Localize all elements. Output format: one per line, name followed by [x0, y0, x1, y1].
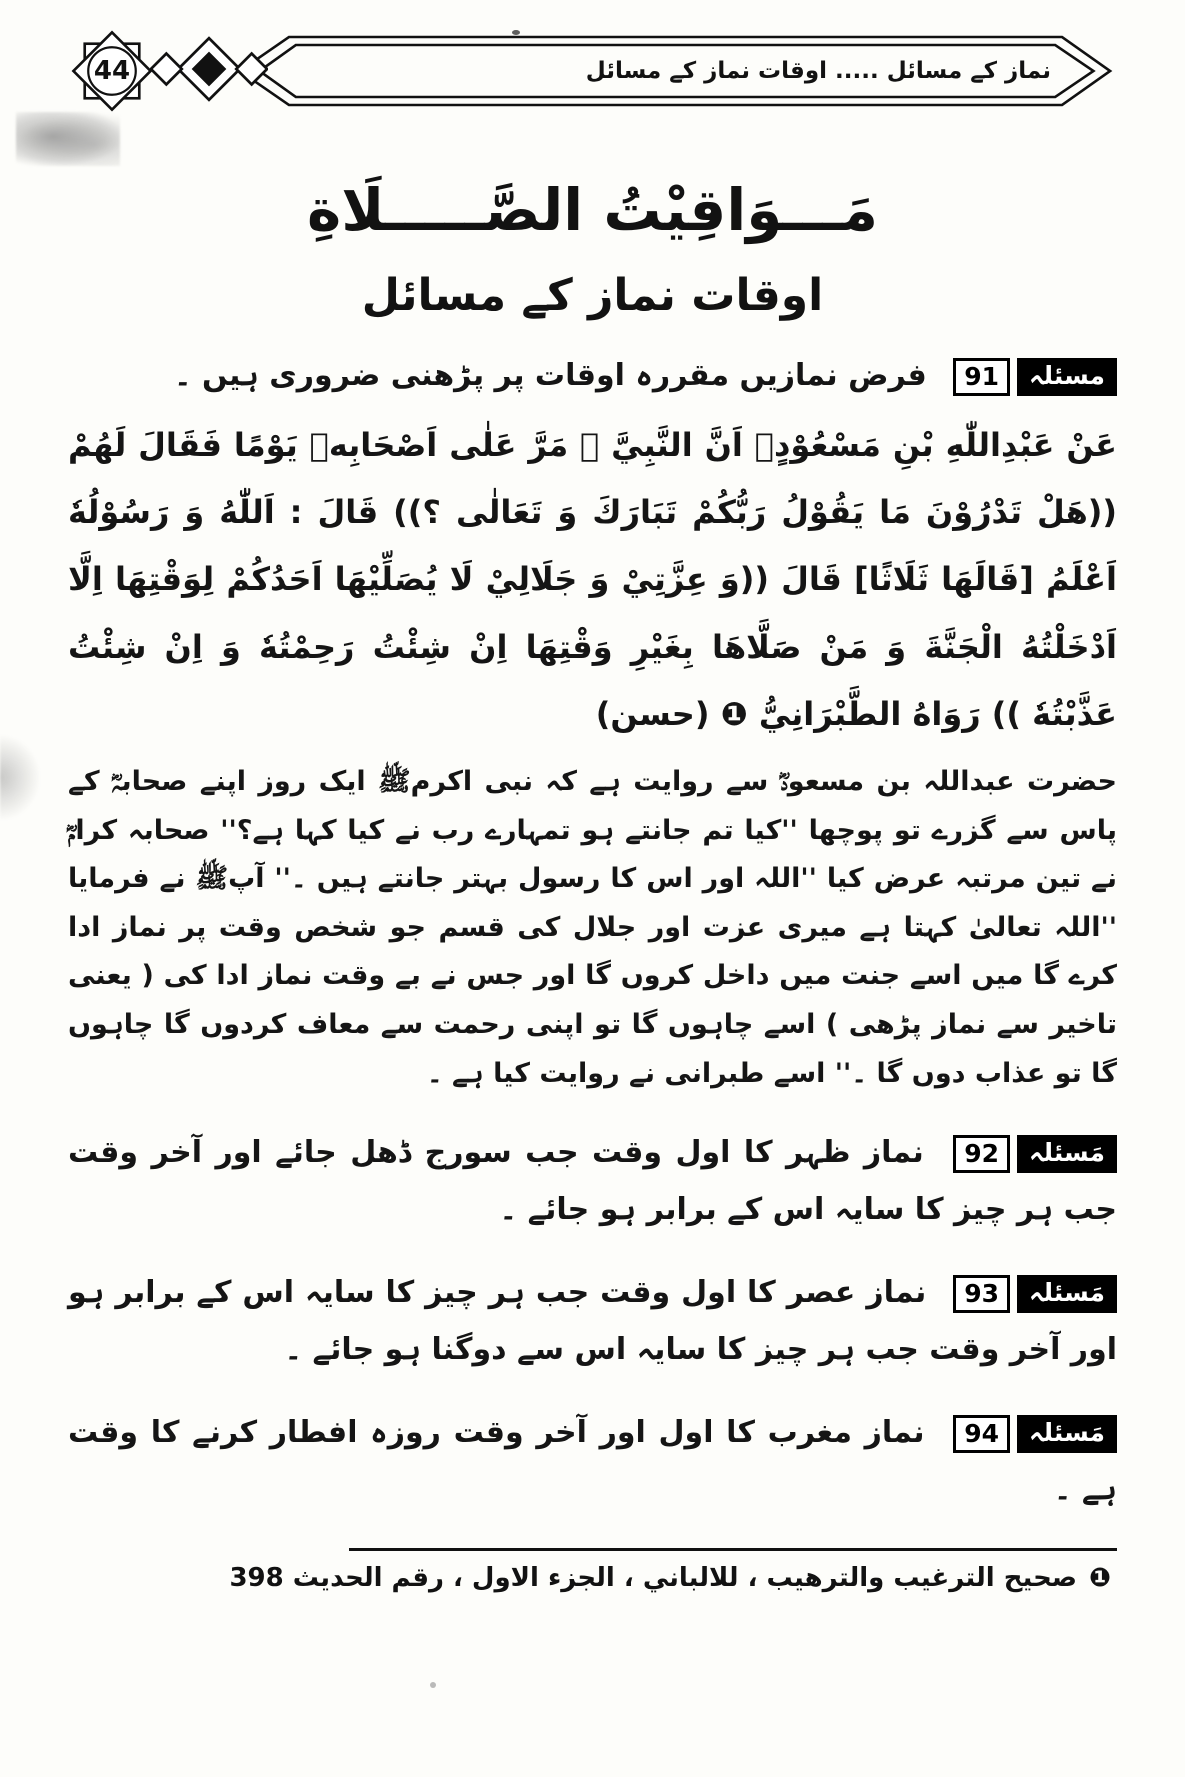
header-ornament-icon: [150, 32, 268, 110]
footnote-marker: ❶: [1088, 1563, 1111, 1594]
masala-91-intro-text: فرض نمازیں مقررہ اوقات پر پڑھنی ضروری ہیں ۔: [173, 358, 927, 393]
masala-92-line: [68, 1124, 1117, 1238]
header-ribbon: [234, 32, 1117, 110]
masala-badge-number: 93: [953, 1275, 1010, 1313]
masala-section-94: [68, 1404, 1117, 1518]
page-number: 44: [93, 56, 131, 86]
masala-badge-label: مَسئلہ: [1017, 1415, 1117, 1453]
masala-badge-label: مَسئلہ: [1017, 1135, 1117, 1173]
masala-92-badge: [953, 1135, 1117, 1173]
masala-section-93: [68, 1264, 1117, 1378]
masala-badge-number: 94: [953, 1415, 1010, 1453]
masala-badge-number: 91: [953, 358, 1010, 396]
masala-91-intro-line: [68, 347, 1117, 404]
masala-badge-label: مَسئلہ: [1017, 1275, 1117, 1313]
footnote-divider: [349, 1548, 1117, 1551]
page-header: [68, 28, 1117, 114]
masala-92-text: نماز ظہر کا اول وقت جب سورج ڈھل جائے اور آخر وقت جب ہر چیز کا سایہ اس کے برابر ہو جائے ۔: [68, 1135, 1117, 1228]
masala-93-text: نماز عصر کا اول وقت جب ہر چیز کا سایہ اس کے برابر ہو اور آخر وقت جب ہر چیز کا سایہ اس سے دوگنا ہو جائے ۔: [68, 1275, 1117, 1368]
masala-badge-label: مسئلہ: [1017, 358, 1117, 396]
masala-section-91: [68, 347, 1117, 1098]
masala-section-92: [68, 1124, 1117, 1238]
page-number-medallion: [68, 27, 156, 115]
masala-91-badge: [953, 358, 1117, 396]
footnote-area: [68, 1548, 1117, 1593]
masala-94-line: [68, 1404, 1117, 1518]
hadith-urdu-translation: حضرت عبداللہ بن مسعودؓ سے روایت ہے کہ نبی اکرمﷺ ایک روز اپنے صحابہؓ کے پاس سے گزرے تو پوچھا ''کیا تم جانتے ہو تمہارے رب نے کیا کہا ہے؟'' صحابہ کرامؓ نے تین مرتبہ عرض کیا ''اللہ اور اس کا رسول بہتر جانتے ہیں ۔'' آپﷺ نے فرمایا ''اللہ تعالیٰ کہتا ہے میری عزت اور جلال کی قسم جو شخص وقت پر نماز ادا کرے گا میں اسے جنت میں داخل کروں گا اور جس نے بے وقت نماز ادا کی ( یعنی تاخیر سے نماز پڑھی ) اسے چاہوں گا تو اپنی رحمت سے معاف کردوں گا چاہوں گا تو عذاب دوں گا ۔'' اسے طبرانی نے روایت کیا ہے ۔: [68, 765, 1117, 1089]
masala-94-text: نماز مغرب کا اول اور آخر وقت روزہ افطار کرنے کا وقت ہے ۔: [68, 1415, 1117, 1508]
masala-badge-number: 92: [953, 1135, 1010, 1173]
chapter-title-urdu: اوقات نماز کے مسائل: [361, 270, 824, 321]
masala-93-line: [68, 1264, 1117, 1378]
footnote: [68, 1563, 1117, 1593]
masala-93-badge: [953, 1275, 1117, 1313]
footnote-text: صحيح الترغيب والترهيب ، للالباني ، الجزء الاول ، رقم الحديث 398: [229, 1563, 1077, 1594]
header-title: نماز کے مسائل ..... اوقات نماز کے مسائل: [585, 58, 1051, 84]
chapter-title-arabic: مَـــوَاقِيْتُ الصَّـــــلَاةِ: [306, 176, 879, 244]
masala-94-badge: [953, 1415, 1117, 1453]
scan-speck: [430, 1682, 436, 1688]
hadith-arabic-text: عَنْ عَبْدِاللّٰهِ بْنِ مَسْعُوْدٍؓ اَنَّ النَّبِيَّ ﷺ مَرَّ عَلٰى اَصْحَابِهٖ يَوْمًا فَقَالَ لَهُمْ ((هَلْ تَدْرُوْنَ مَا يَقُوْلُ رَبُّكُمْ تَبَارَكَ وَ تَعَالٰى ؟)) قَالَ : اَللّٰهُ وَ رَسُوْلُهٗ اَعْلَمُ [قَالَهَا ثَلَاثًا] قَالَ ((وَ عِزَّتِيْ وَ جَلَالِيْ لَا يُصَلِّيْهَا اَحَدُكُمْ لِوَقْتِهَا اِلَّا اَدْخَلْتُهُ الْجَنَّةَ وَ مَنْ صَلَّاهَا بِغَيْرِ وَقْتِهَا اِنْ شِئْتُ رَحِمْتُهٗ وَ اِنْ شِئْتُ عَذَّبْتُهٗ )) رَوَاهُ الطَّبْرَانِيُّ ❶ (حسن): [68, 426, 1117, 733]
